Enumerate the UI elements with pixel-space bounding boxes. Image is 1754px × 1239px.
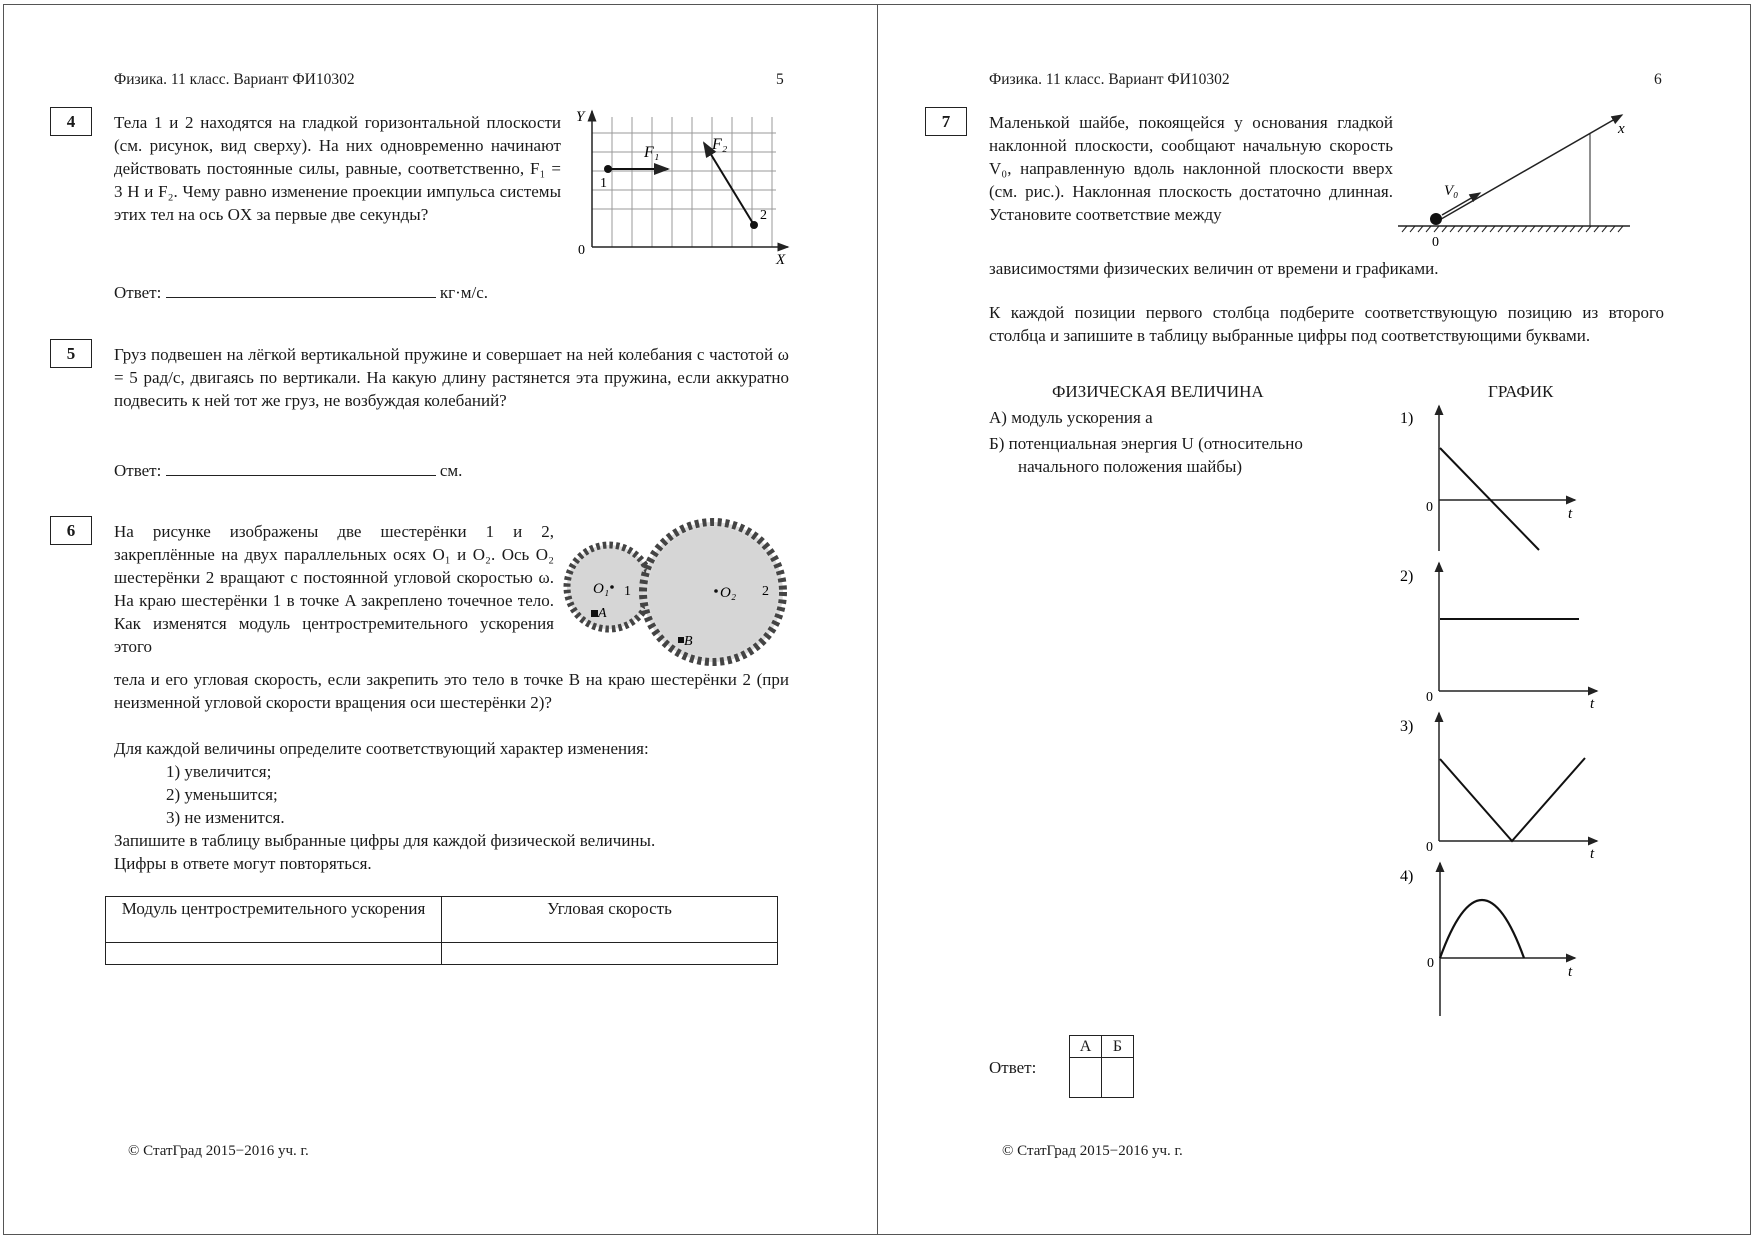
- q6-answer-table: [105, 896, 778, 965]
- svg-text:t: t: [1568, 964, 1573, 980]
- column-graph-header: ГРАФИК: [1488, 382, 1554, 401]
- gear2-label: 2: [762, 584, 769, 599]
- grid: [592, 117, 776, 247]
- graph-4-label: 4): [1400, 868, 1414, 885]
- q5-answer-input[interactable]: [166, 460, 436, 476]
- axis-x-label: X: [776, 252, 786, 267]
- graph-4: [1400, 863, 1575, 1016]
- axis-y-label: Y: [576, 109, 585, 125]
- force-2-label: F₂: [712, 136, 728, 153]
- footer: © СтатГрад 2015−2016 уч. г.: [128, 1143, 309, 1159]
- header-title: Физика. 11 класс. Вариант ФИ10302: [989, 71, 1230, 88]
- q6-option-1: 1) увеличится;: [166, 762, 272, 781]
- q5-answer: [114, 460, 462, 481]
- origin-label: 0: [578, 243, 585, 258]
- item-b-line2: начального положения шайбы): [1018, 457, 1243, 476]
- column-quantity-header: ФИЗИЧЕСКАЯ ВЕЛИЧИНА: [1052, 382, 1264, 401]
- force-1-label: F₁: [644, 144, 660, 161]
- q5-answer-unit: см.: [439, 461, 463, 480]
- question-number-4: 4: [50, 107, 92, 136]
- svg-text:0: 0: [1427, 956, 1434, 971]
- page-number: 6: [1654, 71, 1662, 88]
- q6-gears-figure: [560, 515, 792, 667]
- gear1-axis-label: O₁: [593, 581, 610, 597]
- q6-text-part2: тела и его угловая скорость, если закрепить это тело в точке B на краю шестерёнки 2 (при неизменной угловой скорости вращения оси шестерёнки 2)?: [114, 670, 789, 712]
- q7-col-a: А: [1070, 1036, 1102, 1058]
- item-b-line1: Б) потенциальная энергия U (относительно: [989, 434, 1303, 453]
- header-title: Физика. 11 класс. Вариант ФИ10302: [114, 71, 355, 88]
- graph-3-line: [1440, 758, 1585, 841]
- body-1-label: 1: [600, 176, 607, 191]
- q7-text: Маленькой шайбе, покоящейся у основания гладкой наклонной плоскости, сообщают начальную скорость V₀, направленную вдоль наклонной плоскости вверх (см. рис.). Наклонная плоскость достаточно длинная. Установите соответствие между: [989, 113, 1393, 224]
- q4-text: Тела 1 и 2 находятся на гладкой горизонтальной плоскости (см. рисунок, вид сверху). На них одновременно начинают действовать постоянные силы, равные, соответственно, F₁ = 3 Н и F₂. Чему равно изменение проекции импульса системы этих тел на ось OX за первые две секунды?: [114, 113, 561, 224]
- graph-4-line: [1440, 900, 1524, 958]
- footer: © СтатГрад 2015−2016 уч. г.: [1002, 1143, 1183, 1159]
- q6-option-2: 2) уменьшится;: [166, 785, 278, 804]
- svg-text:t: t: [1590, 846, 1595, 862]
- ground-hatch: [1402, 226, 1623, 232]
- page-left: [3, 4, 879, 1235]
- q6-table-header-angular-velocity: Угловая скорость: [442, 897, 778, 943]
- graph-1-label: 1): [1400, 410, 1414, 427]
- gear2-axis-label: O₂: [720, 585, 737, 601]
- q7-answer-cell-a[interactable]: [1070, 1058, 1102, 1098]
- axis-o2: [714, 589, 718, 593]
- page-number: 5: [776, 71, 784, 88]
- q7-incline-figure: [1398, 103, 1648, 253]
- q4-figure: [566, 109, 798, 267]
- graph-3-label: 3): [1400, 718, 1414, 735]
- svg-text:0: 0: [1426, 690, 1433, 705]
- point-a-body: [591, 610, 598, 617]
- question-number-5: 5: [50, 339, 92, 368]
- incline-axis-x: [1436, 115, 1622, 222]
- q7-instruction: К каждой позиции первого столбца подберите соответствующую позицию из второго столбца и запишите в таблицу выбранные цифры под соответствующими буквами.: [989, 303, 1664, 345]
- point-a-label: A: [598, 606, 607, 621]
- q7-answer-table: [1069, 1035, 1134, 1098]
- axis-o1: [610, 585, 614, 589]
- question-number-6: 6: [50, 516, 92, 545]
- q7-answer-cell-b[interactable]: [1102, 1058, 1134, 1098]
- svg-text:0: 0: [1426, 840, 1433, 855]
- q6-option-3: 3) не изменится.: [166, 808, 285, 827]
- svg-text:0: 0: [1426, 500, 1433, 515]
- svg-text:t: t: [1590, 696, 1595, 712]
- page-right: [877, 4, 1751, 1235]
- q6-table-header-acceleration: Модуль центростремительного ускорения: [106, 897, 442, 943]
- graph-1-line: [1440, 448, 1539, 550]
- velocity-label: V₀: [1444, 183, 1459, 199]
- q6-record-line1: Запишите в таблицу выбранные цифры для каждой физической величины.: [114, 831, 656, 850]
- q6-instruction: Для каждой величины определите соответствующий характер изменения:: [114, 739, 649, 758]
- body-2-label: 2: [760, 208, 767, 223]
- incline-origin-label: 0: [1432, 235, 1439, 250]
- incline-x-label: x: [1618, 121, 1625, 137]
- q4-answer: [114, 282, 488, 303]
- point-b-label: B: [684, 634, 693, 649]
- svg-text:t: t: [1568, 506, 1573, 522]
- q5-text: Груз подвешен на лёгкой вертикальной пружине и совершает на ней колебания с частотой ω = 5 рад/с, двигаясь по вертикали. На какую длину растянется эта пружина, если аккуратно подвесить к ней тот же груз, не возбуждая колебаний?: [114, 345, 789, 410]
- graphs-column: [1398, 401, 1608, 1021]
- q7-text-continued: зависимостями физических величин от времени и графиками.: [989, 259, 1439, 278]
- q5-answer-label: Ответ:: [114, 461, 162, 480]
- q6-answer-cell-2[interactable]: [442, 943, 778, 965]
- q7-col-b: Б: [1102, 1036, 1134, 1058]
- q6-answer-cell-1[interactable]: [106, 943, 442, 965]
- q6-record-line2: Цифры в ответе могут повторяться.: [114, 854, 372, 873]
- graph-2-label: 2): [1400, 568, 1414, 585]
- graph-1: [1400, 406, 1575, 551]
- q4-answer-input[interactable]: [166, 282, 436, 298]
- graph-3: [1400, 713, 1597, 862]
- q6-text-part1: На рисунке изображены две шестерёнки 1 и 2, закреплённые на двух параллельных осях O₁ и O₂. Ось O₂ шестерёнки 2 вращают с постоянной угловой скоростью ω. На краю шестерёнки 1 в точке A закреплено точечное тело. Как изменятся модуль центростремительного ускорения этого: [114, 522, 554, 656]
- gear1-label: 1: [624, 584, 631, 599]
- item-a: А) модуль ускорения a: [989, 408, 1153, 427]
- q4-answer-unit: кг·м/с.: [439, 283, 489, 302]
- q7-answer-label: Ответ:: [989, 1058, 1037, 1077]
- question-number-7: 7: [925, 107, 967, 136]
- q4-answer-label: Ответ:: [114, 283, 162, 302]
- puck: [1430, 213, 1442, 225]
- graph-2: [1400, 563, 1597, 712]
